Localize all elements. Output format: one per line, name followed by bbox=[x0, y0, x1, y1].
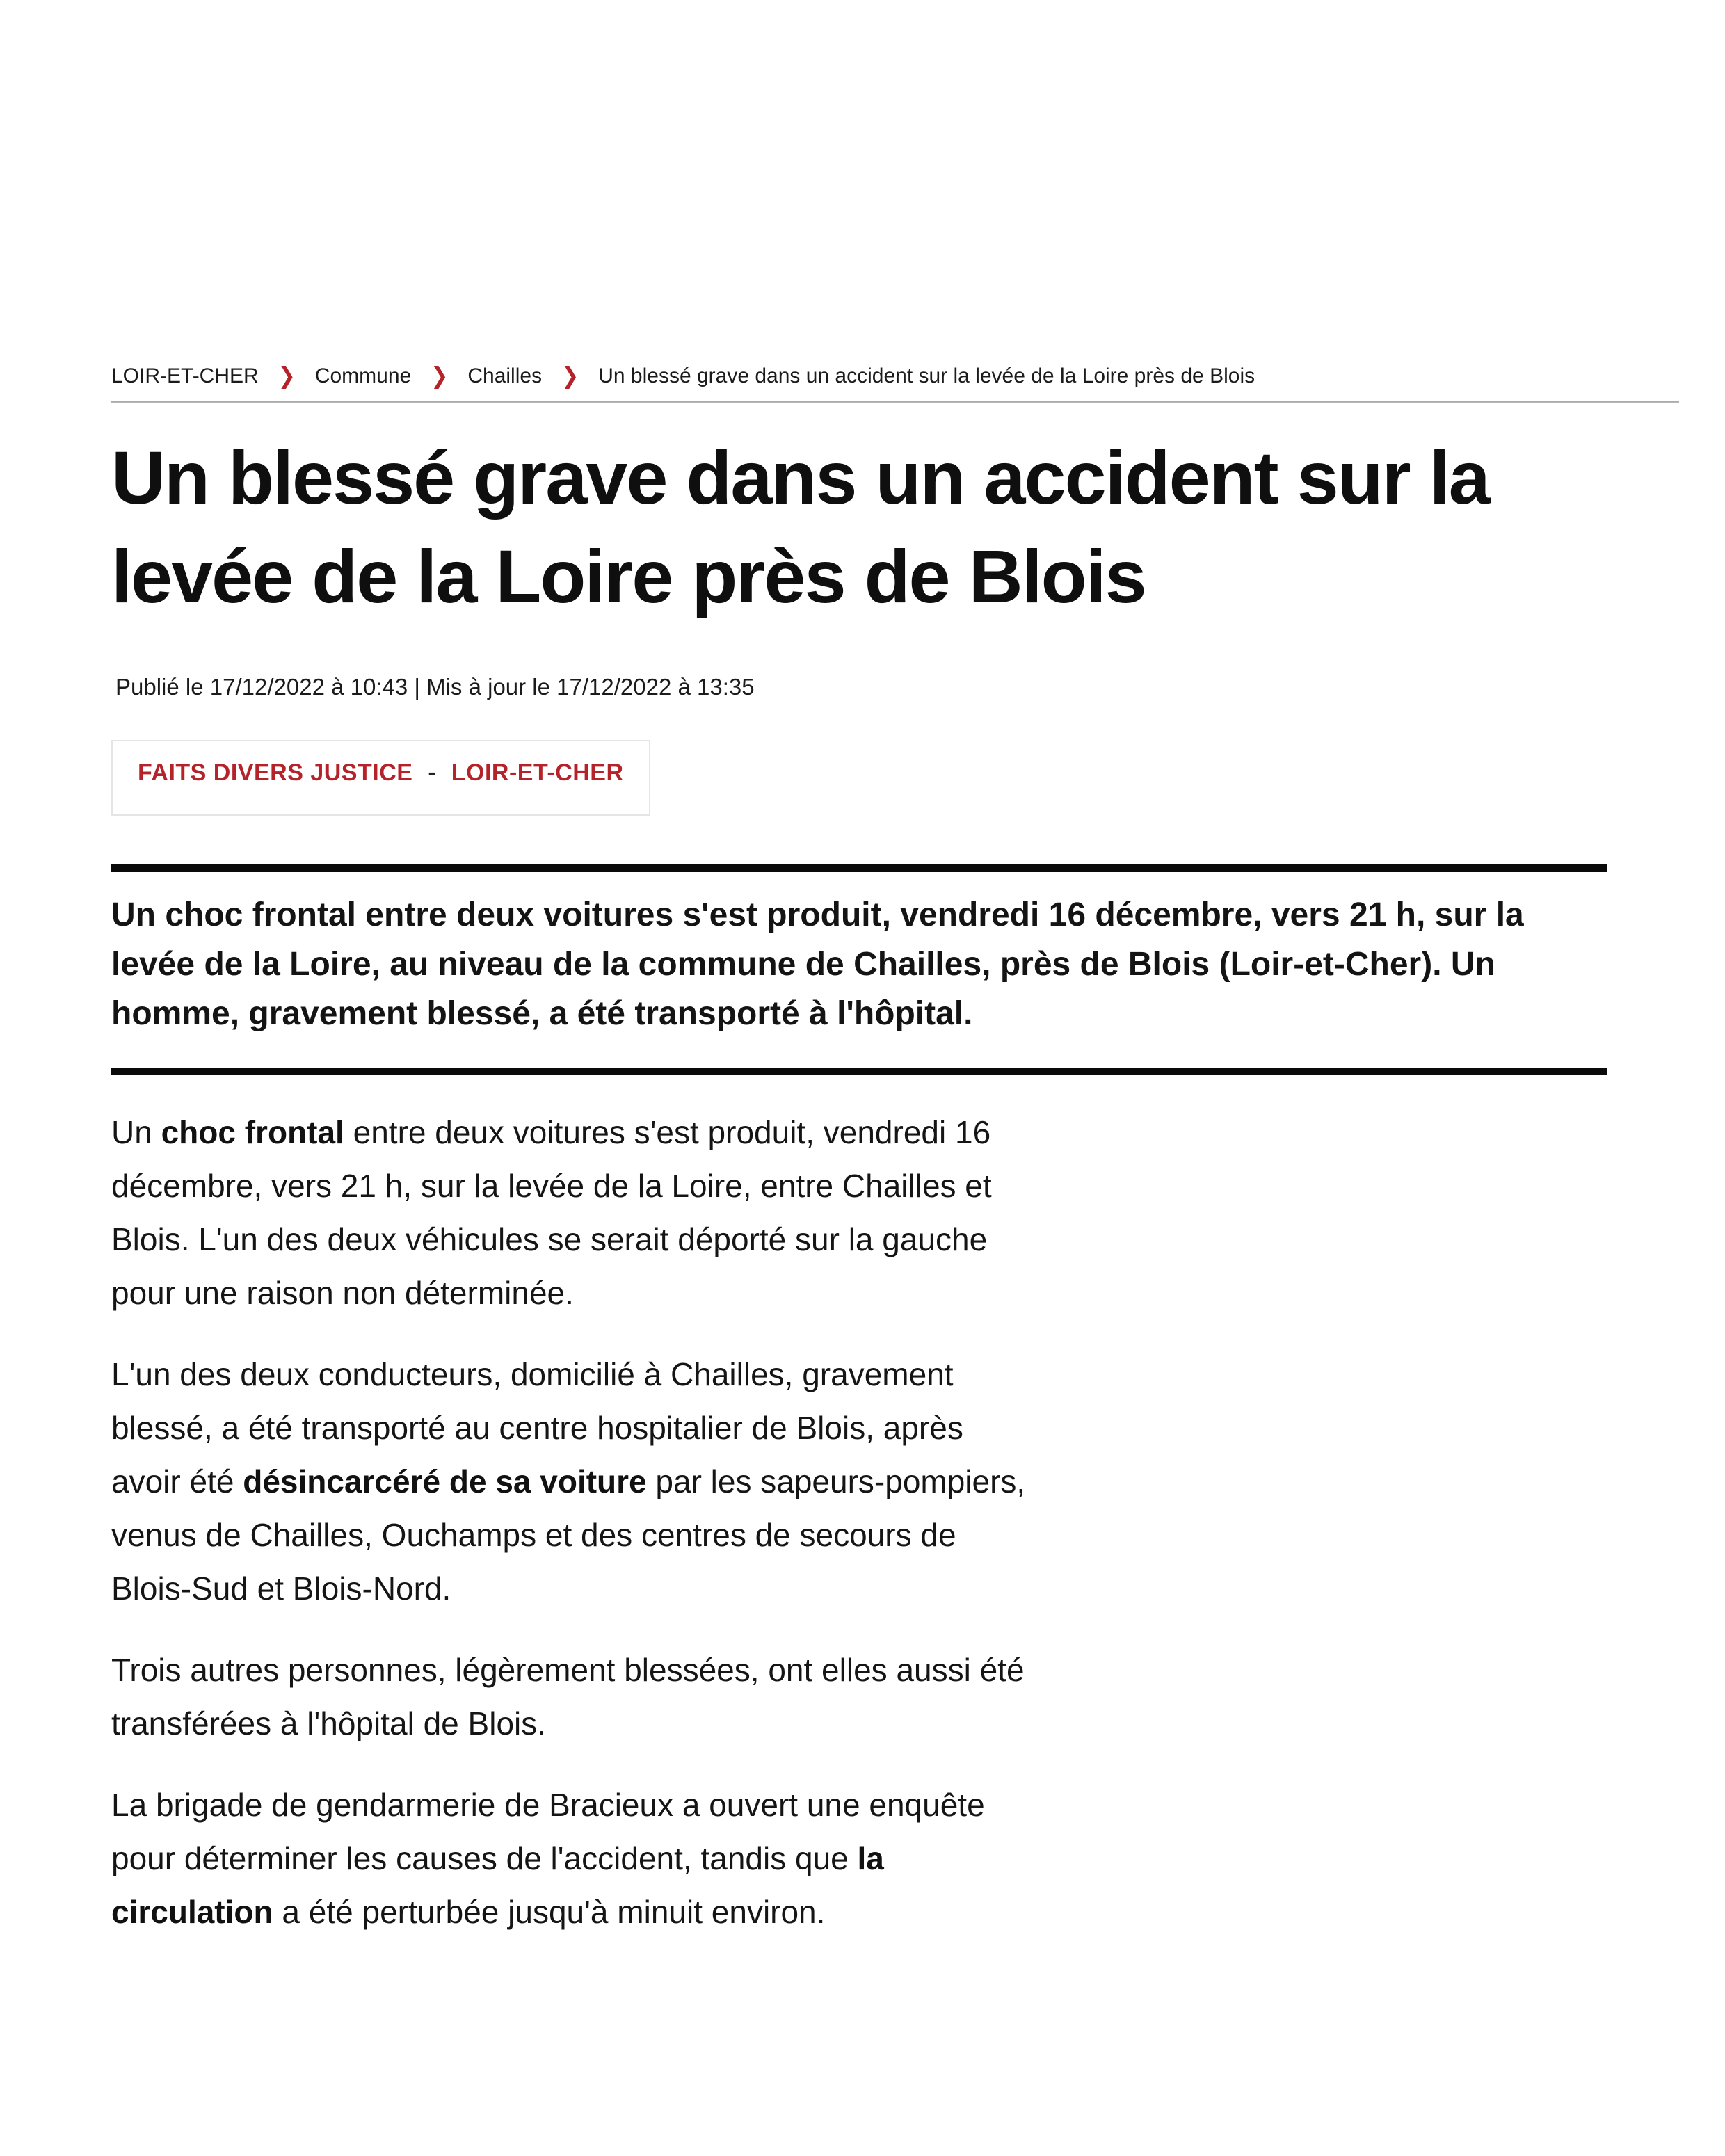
tag-separator: - bbox=[428, 759, 436, 786]
title-line-1: Un blessé grave dans un accident sur la bbox=[111, 435, 1489, 520]
article-body bbox=[111, 1106, 1040, 1939]
breadcrumb bbox=[111, 363, 1680, 389]
chevron-right-icon: ❯ bbox=[431, 363, 449, 389]
body-paragraph-1: Un choc frontal entre deux voitures s'est produit, vendredi 16 décembre, vers 21 h, sur la levée de la Loire, entre Chailles et Blois. L'un des deux véhicules se serait déporté sur la gauche pour une raison non déterminée. bbox=[111, 1114, 992, 1311]
lead-section bbox=[111, 872, 1607, 1068]
chevron-right-icon: ❯ bbox=[278, 363, 296, 389]
breadcrumb-item-commune[interactable]: Commune bbox=[314, 364, 412, 387]
breadcrumb-divider bbox=[111, 401, 1679, 403]
page-title bbox=[111, 428, 1614, 626]
lead-rule-bottom bbox=[111, 1068, 1607, 1075]
lead-rule-top bbox=[111, 864, 1607, 872]
body-paragraph-2: L'un des deux conducteurs, domicilié à Chailles, gravement blessé, a été transporté au centre hospitalier de Blois, après avoir été désincarcéré de sa voiture par les sapeurs-pompiers, venus de Chailles, Ouchamps et des centres de secours de Blois-Sud et Blois-Nord. bbox=[111, 1356, 1026, 1607]
chevron-right-icon: ❯ bbox=[561, 363, 579, 389]
tags-box bbox=[111, 740, 650, 816]
tag-link-faits-divers-justice[interactable]: FAITS DIVERS JUSTICE bbox=[138, 759, 413, 786]
article-page bbox=[111, 0, 1680, 1967]
lead-paragraph: Un choc frontal entre deux voitures s'est produit, vendredi 16 décembre, vers 21 h, sur la levée de la Loire, au niveau de la commune de Chailles, près de Blois (Loir-et-Cher). Un homme, gravement blessé, a été transporté à l'hôpital. bbox=[111, 896, 1524, 1032]
breadcrumb-item-loir-et-cher[interactable]: LOIR-ET-CHER bbox=[111, 364, 259, 387]
body-paragraph-4: La brigade de gendarmerie de Bracieux a ouvert une enquête pour déterminer les causes de l'accident, tandis que la circulation a été perturbée jusqu'à minuit environ. bbox=[111, 1787, 985, 1930]
tag-link-loir-et-cher[interactable]: LOIR-ET-CHER bbox=[451, 759, 624, 786]
body-paragraph-3: Trois autres personnes, légèrement blessées, ont elles aussi été transférées à l'hôpital de Blois. bbox=[111, 1652, 1025, 1741]
breadcrumb-item-current-article: Un blessé grave dans un accident sur la levée de la Loire près de Blois bbox=[598, 364, 1255, 387]
publication-date: Publié le 17/12/2022 à 10:43 | Mis à jour le 17/12/2022 à 13:35 bbox=[115, 674, 755, 700]
title-line-2: levée de la Loire près de Blois bbox=[111, 534, 1146, 618]
breadcrumb-item-chailles[interactable]: Chailles bbox=[467, 364, 543, 387]
